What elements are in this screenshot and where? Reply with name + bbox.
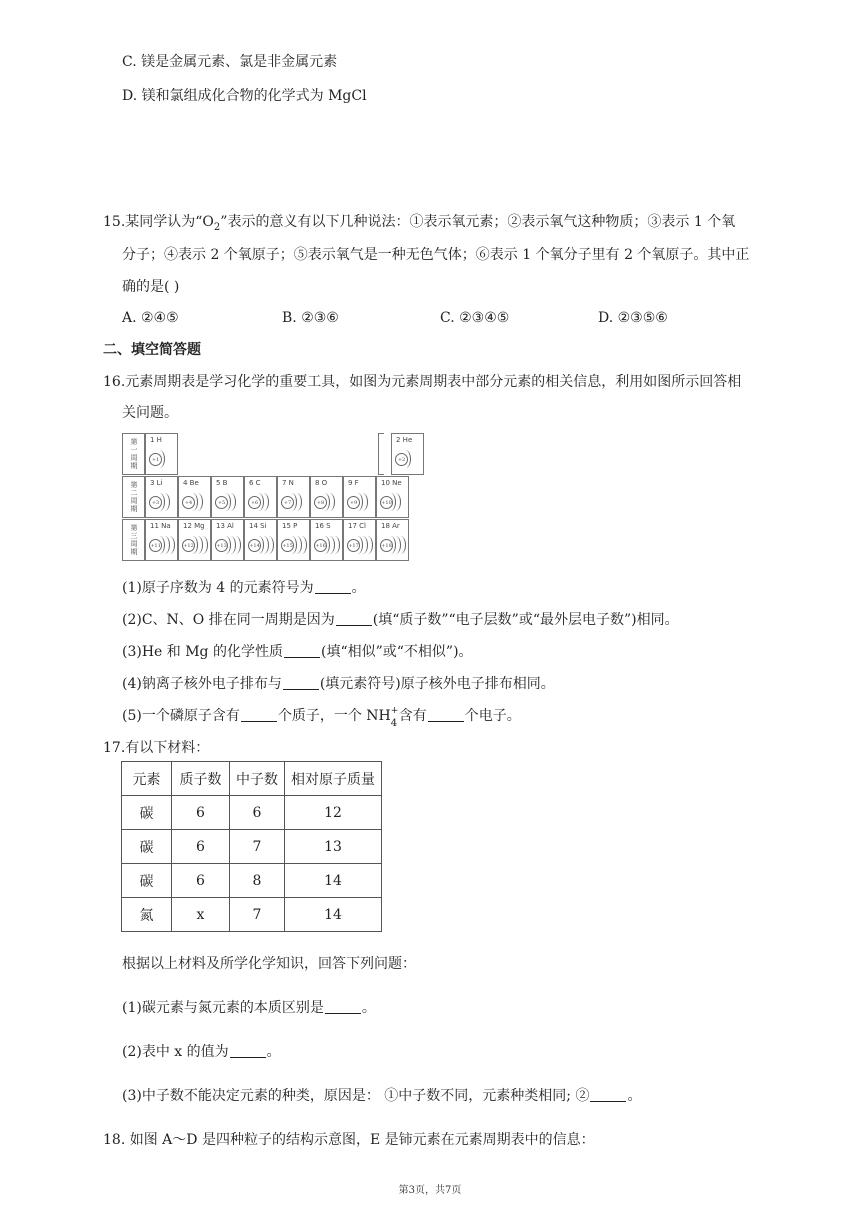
- electron-shell-arc: [197, 536, 208, 554]
- table-row: [122, 830, 382, 864]
- q18-stem: 18. 如图 A～D 是四种粒子的结构示意图，E 是铈元素在元素周期表中的信息：: [103, 1132, 595, 1148]
- electron-shell-arc: [329, 536, 340, 554]
- table-cell: 6: [230, 796, 285, 830]
- answer-blank[interactable]: [428, 707, 464, 722]
- element-label: 1 H: [150, 436, 162, 444]
- element-cell: [211, 476, 244, 518]
- q16-sub4: (4)钠离子核外电子排布与 (填元素符号)原子核外电子排布相同。: [122, 676, 555, 692]
- table-cell: 7: [230, 898, 285, 932]
- nucleus-circle: +14: [248, 539, 261, 552]
- element-label: 16 S: [315, 522, 331, 530]
- nucleus-circle: +10: [380, 496, 393, 509]
- element-cell: [277, 519, 310, 561]
- electron-shell-arc: [263, 536, 274, 554]
- element-cell: [376, 476, 409, 518]
- element-label: 5 B: [216, 479, 228, 487]
- element-label: 9 F: [348, 479, 359, 487]
- table-row: [122, 898, 382, 932]
- element-cell: [310, 476, 343, 518]
- q14-option-c: C. 镁是金属元素、氯是非金属元素: [122, 54, 338, 70]
- element-label: 15 P: [282, 522, 298, 530]
- answer-blank[interactable]: [336, 611, 372, 626]
- q16-sub5: (5)一个磷原子含有 个质子，一个 NH + 4 含有 个电子。: [122, 706, 521, 729]
- nucleus-circle: +18: [380, 539, 393, 552]
- q15-stem-line3: 确的是( ): [122, 279, 180, 295]
- table-cell: 氮: [122, 898, 172, 932]
- electron-shell-arc: [159, 493, 170, 511]
- q15-option-b: B. ②③⑥: [282, 310, 339, 326]
- table-row: [122, 796, 382, 830]
- table-cell: x: [172, 898, 230, 932]
- nucleus-circle: +13: [215, 539, 228, 552]
- table-row: [122, 864, 382, 898]
- table-cell: 碳: [122, 864, 172, 898]
- element-cell: [145, 519, 178, 561]
- nucleus-circle: +1: [149, 453, 162, 466]
- element-label: 6 C: [249, 479, 261, 487]
- nucleus-circle: +16: [314, 539, 327, 552]
- electron-shell-arc: [296, 536, 307, 554]
- table-cell: 碳: [122, 830, 172, 864]
- q16-stem-line2: 关问题。: [122, 405, 178, 421]
- table-cell: 14: [285, 864, 382, 898]
- element-label: 17 Cl: [348, 522, 366, 530]
- table-cell: 6: [172, 830, 230, 864]
- q17-table: [121, 761, 382, 932]
- table-cell: 碳: [122, 796, 172, 830]
- electron-shell-arc: [154, 450, 165, 468]
- section-heading: 二、填空简答题: [103, 342, 201, 358]
- nucleus-circle: +6: [248, 496, 261, 509]
- element-cell: [244, 476, 277, 518]
- period-label-cell: [378, 433, 384, 475]
- nucleus-circle: +17: [347, 539, 360, 552]
- q17-sub1: (1)碳元素与氮元素的本质区别是 。: [122, 1000, 376, 1016]
- electron-shell-arc: [357, 493, 368, 511]
- element-cell: [343, 476, 376, 518]
- period-label-cell: [122, 519, 145, 561]
- electron-shell-arc: [395, 536, 406, 554]
- period-label-cell: [122, 476, 145, 518]
- q17-intro: 根据以上材料及所学化学知识，回答下列问题：: [122, 956, 416, 972]
- nucleus-circle: +8: [314, 496, 327, 509]
- period-label: 第二周期: [130, 481, 138, 513]
- table-cell: 6: [172, 796, 230, 830]
- q17-title: 17.有以下材料：: [103, 740, 210, 756]
- answer-blank[interactable]: [325, 999, 361, 1014]
- q16-sub1: (1)原子序数为 4 的元素符号为 。: [122, 580, 366, 596]
- electron-shell-arc: [258, 493, 269, 511]
- q15-option-a: A. ②④⑤: [122, 310, 179, 326]
- table-cell: 8: [230, 864, 285, 898]
- element-cell: [277, 476, 310, 518]
- nucleus-circle: +3: [149, 496, 162, 509]
- table-header-cell: 元素: [122, 762, 172, 796]
- element-label: 4 Be: [183, 479, 199, 487]
- q15-stem-line2: 分子；④表示 2 个氧原子；⑤表示氧气是一种无色气体；⑥表示 1 个氧分子里有 2 个氧原子。其中正: [122, 247, 750, 263]
- electron-shell-arc: [362, 536, 373, 554]
- period-label: 第三周期: [130, 524, 138, 556]
- answer-blank[interactable]: [230, 1043, 266, 1058]
- element-label: 7 N: [282, 479, 294, 487]
- q17-sub2: (2)表中 x 的值为 。: [122, 1044, 281, 1060]
- q17-sub3: (3)中子数不能决定元素的种类，原因是： ①中子数不同，元素种类相同; ② 。: [122, 1088, 642, 1104]
- element-cell: [391, 433, 424, 475]
- q15-option-d: D. ②③⑤⑥: [598, 310, 668, 326]
- table-header-cell: 相对原子质量: [285, 762, 382, 796]
- answer-blank[interactable]: [241, 707, 277, 722]
- element-cell: [145, 476, 178, 518]
- nucleus-circle: +7: [281, 496, 294, 509]
- table-header-cell: 中子数: [230, 762, 285, 796]
- answer-blank[interactable]: [315, 579, 351, 594]
- element-cell: [376, 519, 409, 561]
- electron-shell-arc: [324, 493, 335, 511]
- element-cell: [244, 519, 277, 561]
- element-label: 10 Ne: [381, 479, 402, 487]
- element-cell: [343, 519, 376, 561]
- element-label: 12 Mg: [183, 522, 205, 530]
- answer-blank[interactable]: [284, 643, 320, 658]
- element-label: 13 Al: [216, 522, 234, 530]
- q14-option-d: D. 镁和氯组成化合物的化学式为 MgCl: [122, 88, 367, 104]
- element-cell: [211, 519, 244, 561]
- nucleus-circle: +5: [215, 496, 228, 509]
- answer-blank[interactable]: [590, 1087, 626, 1102]
- table-cell: 13: [285, 830, 382, 864]
- period-label-cell: [122, 433, 145, 475]
- nucleus-circle: +4: [182, 496, 195, 509]
- element-label: 11 Na: [150, 522, 171, 530]
- electron-shell-arc: [225, 493, 236, 511]
- table-header-row: [122, 762, 382, 796]
- table-cell: 6: [172, 864, 230, 898]
- nucleus-circle: +12: [182, 539, 195, 552]
- q15-stem-line1: 15.某同学认为“$O_2$”表示的意义有以下几种说法：①表示氧元素；②表示氧气这种物质；③表示 1 个氧: [103, 214, 736, 233]
- q16-stem-line1: 16.元素周期表是学习化学的重要工具，如图为元素周期表中部分元素的相关信息，利用如图所示回答相: [103, 374, 742, 390]
- element-cell: [178, 519, 211, 561]
- electron-shell-arc: [390, 493, 401, 511]
- electron-shell-arc: [400, 450, 411, 468]
- electron-shell-arc: [164, 536, 175, 554]
- answer-blank[interactable]: [283, 675, 319, 690]
- element-label: 14 Si: [249, 522, 267, 530]
- element-cell: [145, 433, 178, 475]
- nucleus-circle: +15: [281, 539, 294, 552]
- nucleus-circle: +2: [395, 453, 408, 466]
- periodic-table-figure: [122, 433, 426, 564]
- electron-shell-arc: [291, 493, 302, 511]
- table-cell: 12: [285, 796, 382, 830]
- page-footer: 第3页，共7页: [398, 1185, 462, 1196]
- period-label: 第一周期: [130, 438, 138, 470]
- electron-shell-arc: [192, 493, 203, 511]
- table-header-cell: 质子数: [172, 762, 230, 796]
- q16-sub3: (3)He 和 Mg 的化学性质 (填“相似”或“不相似”)。: [122, 644, 473, 660]
- element-cell: [310, 519, 343, 561]
- element-cell: [178, 476, 211, 518]
- nucleus-circle: +11: [149, 539, 162, 552]
- q15-option-c: C. ②③④⑤: [440, 310, 510, 326]
- element-label: 8 O: [315, 479, 328, 487]
- element-label: 18 Ar: [381, 522, 400, 530]
- table-cell: 7: [230, 830, 285, 864]
- nucleus-circle: +9: [347, 496, 360, 509]
- element-label: 3 Li: [150, 479, 163, 487]
- q16-sub2: (2)C、N、O 排在同一周期是因为 (填“质子数”“电子层数”或“最外层电子数”)相同。: [122, 612, 679, 628]
- electron-shell-arc: [230, 536, 241, 554]
- table-cell: 14: [285, 898, 382, 932]
- element-label: 2 He: [396, 436, 413, 444]
